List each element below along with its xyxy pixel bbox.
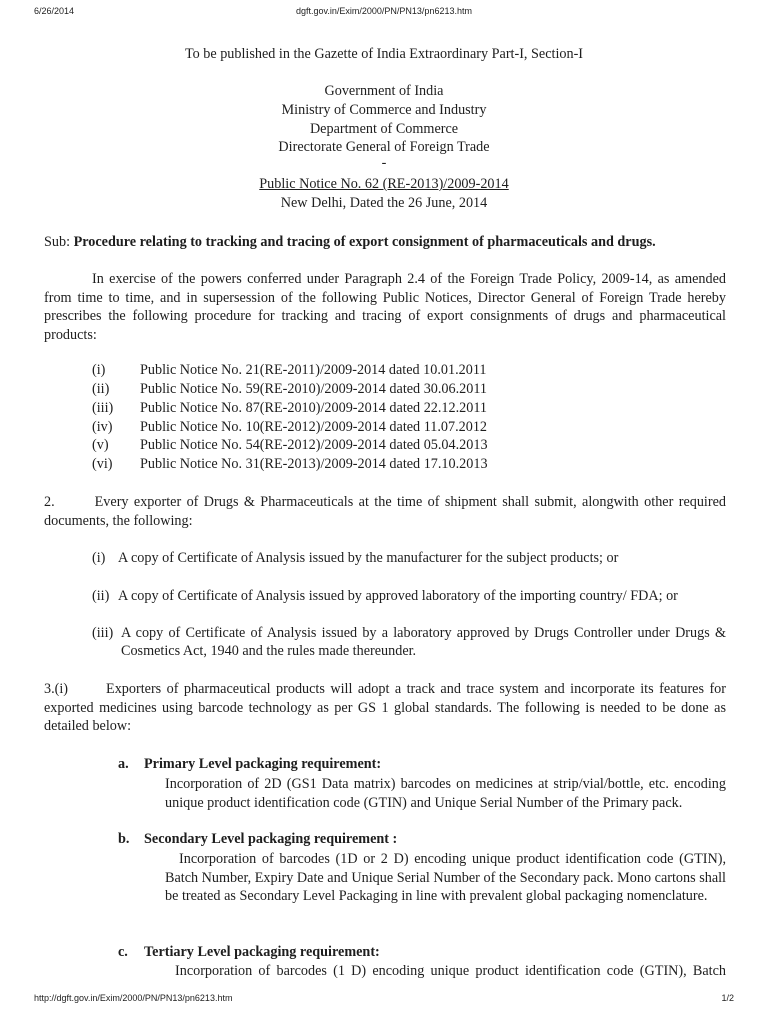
doc-item-text: A copy of Certificate of Analysis issued by a laboratory approved by Drugs Controller under Drugs & bbox=[121, 625, 726, 641]
requirement-body: Incorporation of 2D (GS1 Data matrix) barcodes on medicines at strip/vial/bottle, etc. encoding unique product identification code (GTIN) and Unique Serial Number of the Primary pack. bbox=[165, 776, 726, 811]
list-item-number: (vi) bbox=[92, 456, 113, 472]
requirement-body: Incorporation of barcodes (1 D) encoding unique product identification code (GTIN), Batch bbox=[175, 963, 726, 979]
requirement-heading: Secondary Level packaging requirement : bbox=[144, 831, 398, 847]
authority-line-4: Directorate General of Foreign Trade bbox=[278, 139, 490, 155]
list-item-text: Public Notice No. 87(RE-2010)/2009-2014 dated 22.12.2011 bbox=[140, 400, 488, 416]
paragraph-3 bbox=[44, 680, 726, 736]
list-item-text: Public Notice No. 31(RE-2013)/2009-2014 dated 17.10.2013 bbox=[140, 456, 488, 472]
doc-item-text-continued: Cosmetics Act, 1940 and the rules made thereunder. bbox=[121, 643, 417, 659]
subject-line bbox=[44, 233, 656, 252]
authority-line-2: Ministry of Commerce and Industry bbox=[281, 102, 487, 118]
list-item-number: (v) bbox=[92, 437, 109, 453]
requirement-heading: Tertiary Level packaging requirement: bbox=[144, 944, 380, 960]
doc-item-text: A copy of Certificate of Analysis issued by approved laboratory of the importing country/ FDA; or bbox=[118, 588, 678, 604]
intro-paragraph: In exercise of the powers conferred under Paragraph 2.4 of the Foreign Trade Policy, 2009-14, as amended from time to time, and in supersession of the following Public Notices, Director General of Foreign Trade hereby prescribes the following procedure for tracking and tracing of export consignments of drugs and pharmaceutical products: bbox=[44, 271, 726, 343]
list-item-text: Public Notice No. 59(RE-2010)/2009-2014 dated 30.06.2011 bbox=[140, 381, 488, 397]
list-item-text: Public Notice No. 54(RE-2012)/2009-2014 dated 05.04.2013 bbox=[140, 437, 488, 453]
requirement-letter: b. bbox=[118, 831, 130, 847]
subject-text: Procedure relating to tracking and tracing of export consignment of pharmaceuticals and drugs. bbox=[73, 234, 656, 250]
authority-line-3: Department of Commerce bbox=[309, 121, 459, 137]
list-item-text: Public Notice No. 10(RE-2012)/2009-2014 dated 11.07.2012 bbox=[140, 419, 488, 435]
doc-item-text: A copy of Certificate of Analysis issued by the manufacturer for the subject products; or bbox=[118, 550, 619, 566]
notice-title-wrap bbox=[0, 175, 768, 194]
list-item-number: (iii) bbox=[92, 400, 114, 416]
requirement-body: Incorporation of barcodes (1D or 2 D) encoding unique product identification code (GTIN), Batch Number, Expiry Date and Unique Serial Number of the Secondary pack. Mono cartons shall be treated as Secondary Level Packaging in line with prevalent global packaging nomenclature. bbox=[165, 851, 726, 905]
paragraph-2-number: 2. bbox=[44, 494, 55, 510]
gazette-line: To be published in the Gazette of India Extraordinary Part-I, Section-I bbox=[184, 46, 584, 62]
separator-dash: - bbox=[381, 155, 387, 171]
authority-line-1: Government of India bbox=[324, 83, 444, 99]
list-item-number: (i) bbox=[92, 362, 106, 378]
paragraph-2 bbox=[44, 493, 726, 530]
doc-item-number: (ii) bbox=[92, 588, 110, 604]
subject-prefix: Sub: bbox=[44, 234, 74, 250]
requirement-letter: a. bbox=[118, 756, 129, 772]
print-date: 6/26/2014 bbox=[34, 6, 75, 16]
list-item-number: (iv) bbox=[92, 419, 113, 435]
page-number: 1/2 bbox=[721, 993, 734, 1003]
doc-item-number: (i) bbox=[92, 550, 106, 566]
doc-item-number: (iii) bbox=[92, 625, 114, 641]
requirement-heading: Primary Level packaging requirement: bbox=[144, 756, 382, 772]
paragraph-2-text: Every exporter of Drugs & Pharmaceuticals at the time of shipment shall submit, alongwith other required documents, the following: bbox=[44, 494, 726, 529]
list-item-number: (ii) bbox=[92, 381, 110, 397]
paragraph-3-number: 3.(i) bbox=[44, 681, 69, 697]
list-item-text: Public Notice No. 21(RE-2011)/2009-2014 dated 10.01.2011 bbox=[140, 362, 487, 378]
paragraph-3-text: Exporters of pharmaceutical products will adopt a track and trace system and incorporate its features for exported medicines using barcode technology as per GS 1 global standards. The following is needed to be done as detailed below: bbox=[44, 681, 726, 735]
print-url-header: dgft.gov.in/Exim/2000/PN/PN13/pn6213.htm bbox=[296, 6, 472, 16]
requirement-letter: c. bbox=[118, 944, 128, 960]
notice-date: New Delhi, Dated the 26 June, 2014 bbox=[280, 195, 488, 211]
notice-title: Public Notice No. 62 (RE-2013)/2009-2014 bbox=[259, 176, 509, 192]
print-url-footer: http://dgft.gov.in/Exim/2000/PN/PN13/pn6213.htm bbox=[34, 993, 233, 1003]
